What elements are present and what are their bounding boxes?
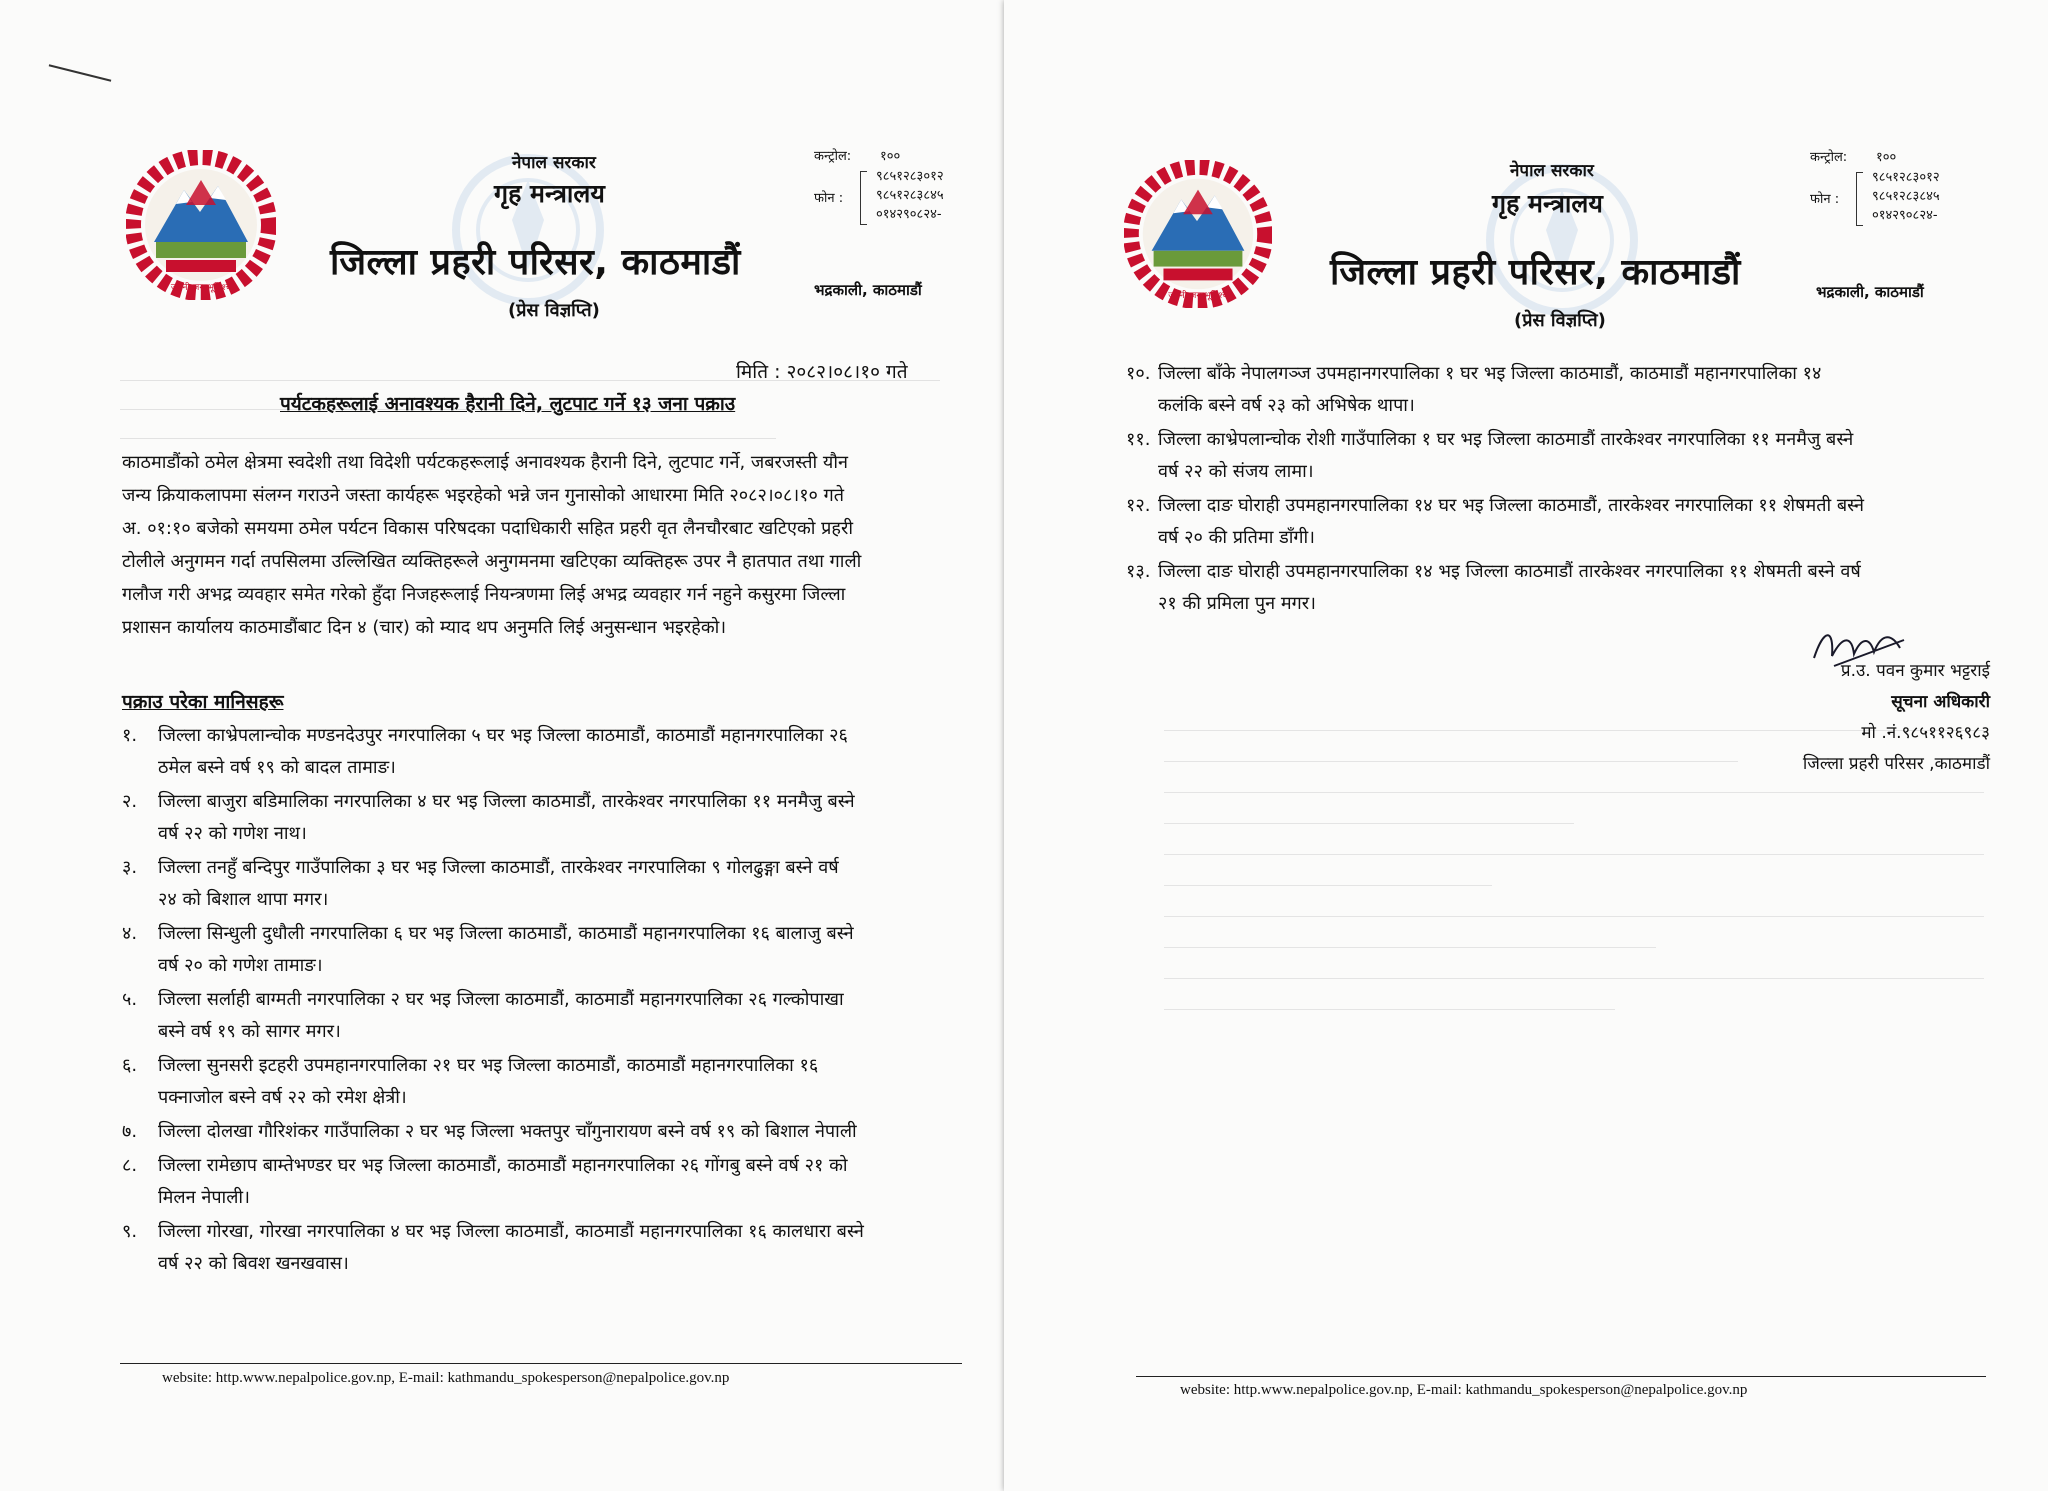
item-number: १३. xyxy=(1126,561,1151,582)
show-through-text xyxy=(1164,700,1984,1260)
item-line: जिल्ला काभ्रेपलान्चोक रोशी गाउँपालिका १ घर भइ जिल्ला काठमाडौं तारकेश्वर नगरपालिका ११ मनमैजु बस्ने xyxy=(1158,429,1854,450)
item-line: जिल्ला काभ्रेपलान्चोक मण्डनदेउपुर नगरपालिका ५ घर भइ जिल्ला काठमाडौं, काठमाडौं महानगरपालिका २६ xyxy=(158,725,848,746)
body-line: टोलीले अनुगमन गर्दा तपसिलमा उल्लिखित व्यक्तिहरूले अनुगमनमा खटिएका व्यक्तिहरू उपर नै हातपात तथा गाली xyxy=(122,551,862,572)
item-line: बस्ने वर्ष १९ को सागर मगर। xyxy=(158,1021,341,1042)
item-line: जिल्ला गोरखा, गोरखा नगरपालिका ४ घर भइ जिल्ला काठमाडौं, काठमाडौं महानगरपालिका १६ कालधारा बस्ने xyxy=(158,1221,864,1242)
list-item xyxy=(122,786,982,850)
item-number: १२. xyxy=(1126,495,1151,516)
nepal-emblem-icon xyxy=(126,150,276,300)
item-line: जिल्ला दाङ घोराही उपमहानगरपालिका १४ भइ जिल्ला काठमाडौं तारकेश्वर नगरपालिका ११ शेषमती बस्ने वर्ष xyxy=(1158,561,1861,582)
document-type: (प्रेस विज्ञप्ति) xyxy=(508,300,600,321)
nepal-emblem-icon xyxy=(1124,160,1272,308)
item-line: मिलन नेपाली। xyxy=(158,1187,250,1208)
ministry-name: गृह मन्त्रालय xyxy=(494,179,605,208)
item-number: ३. xyxy=(122,857,138,878)
signatory-office: जिल्ला प्रहरी परिसर ,काठमाडौं xyxy=(1802,754,1990,774)
item-number: २. xyxy=(122,791,138,812)
item-line: जिल्ला तनहुँ बन्दिपुर गाउँपालिका ३ घर भइ जिल्ला काठमाडौं, तारकेश्वर नगरपालिका ९ गोलढुङ्गा बस्ने वर्ष xyxy=(158,857,839,878)
list-item xyxy=(122,852,982,916)
phone-brace xyxy=(860,171,867,225)
item-number: १. xyxy=(122,725,138,746)
footer-contact: website: http.www.nepalpolice.gov.np, E-mail: kathmandu_spokesperson@nepalpolice.gov.np xyxy=(162,1370,730,1386)
phone-number: ९८५१२८३८४५ xyxy=(876,188,944,203)
item-number: ११. xyxy=(1126,429,1151,450)
list-item xyxy=(122,720,982,784)
office-name: जिल्ला प्रहरी परिसर, काठमाडौं xyxy=(330,242,741,283)
press-release-page-1 xyxy=(0,0,1004,1491)
ministry-name: गृह मन्त्रालय xyxy=(1492,189,1603,218)
footer-contact: website: http.www.nepalpolice.gov.np, E-mail: kathmandu_spokesperson@nepalpolice.gov.np xyxy=(1180,1382,1748,1398)
body-line: जन्य क्रियाकलापमा संलग्न गराउने जस्ता कार्यहरू भइरहेको भन्ने जन गुनासोको आधारमा मिति २०८२।०८।१० गते xyxy=(122,485,845,506)
phone-number: ९८५१२८३०१२ xyxy=(1872,170,1940,185)
phone-number: ०१४२९०८२४- xyxy=(1872,208,1938,223)
control-label: कन्ट्रोल: xyxy=(814,149,852,164)
list-item xyxy=(1126,358,2026,422)
contact-block xyxy=(814,147,994,227)
phone-brace xyxy=(1856,172,1863,226)
control-label: कन्ट्रोल: xyxy=(1810,150,1848,165)
government-name: नेपाल सरकार xyxy=(1510,161,1594,181)
list-item xyxy=(122,918,982,982)
item-line: ठमेल बस्ने वर्ष १९ को बादल तामाङ। xyxy=(158,757,396,778)
list-item xyxy=(122,984,982,1048)
control-number: १०० xyxy=(880,149,901,164)
item-line: २४ को बिशाल थापा मगर। xyxy=(158,889,329,910)
body-line: प्रशासन कार्यालय काठमाडौंबाट दिन ४ (चार) को म्याद थप अनुमति लिई अनुसन्धान भइरहेको। xyxy=(122,617,727,638)
release-headline: पर्यटकहरूलाई अनावश्यक हैरानी दिने, लुटपाट गर्ने १३ जना पक्राउ xyxy=(280,393,736,415)
phone-number: ९८५१२८३०१२ xyxy=(876,169,944,184)
release-date: मिति : २०८२।०८।१० गते xyxy=(736,361,908,383)
item-number: ५. xyxy=(122,989,138,1010)
footer-divider xyxy=(1136,1376,1986,1377)
item-line: जिल्ला सर्लाही बाग्मती नगरपालिका २ घर भइ जिल्ला काठमाडौं, काठमाडौं महानगरपालिका २६ गल्कोपाखा xyxy=(158,989,844,1010)
phone-label: फोन : xyxy=(814,191,844,206)
item-number: ८. xyxy=(122,1155,138,1176)
item-number: ४. xyxy=(122,923,138,944)
item-line: कलंकि बस्ने वर्ष २३ को अभिषेक थापा। xyxy=(1158,395,1415,416)
item-number: ७. xyxy=(122,1121,138,1142)
list-item xyxy=(1126,424,2026,488)
item-line: वर्ष २० की प्रतिमा डाँगी। xyxy=(1158,527,1316,548)
phone-label: फोन : xyxy=(1810,192,1840,207)
arrested-list-continued xyxy=(1126,358,2026,622)
signatory-name: प्र.उ. पवन कुमार भट्टराई xyxy=(1840,661,1990,681)
body-line: गलौज गरी अभद्र व्यवहार समेत गरेको हुँदा निजहरूलाई नियन्त्रणमा लिई अभद्र व्यवहार गर्न नहुने कसुरमा जिल्ला xyxy=(122,584,846,605)
svg-text:जननी जन्मभूमिश्च: जननी जन्मभूमिश्च xyxy=(1168,291,1228,302)
item-number: ६. xyxy=(122,1055,138,1076)
body-line: काठमाडौंको ठमेल क्षेत्रमा स्वदेशी तथा विदेशी पर्यटकहरूलाई अनावश्यक हैरानी दिने, लुटपाट गर्ने, जबरजस्ती यौन xyxy=(122,452,848,473)
footer-divider xyxy=(120,1363,962,1364)
control-number: १०० xyxy=(1876,150,1897,165)
item-line: वर्ष २२ को गणेश नाथ। xyxy=(158,823,307,844)
item-line: जिल्ला सिन्धुली दुधौली नगरपालिका ६ घर भइ जिल्ला काठमाडौं, काठमाडौं महानगरपालिका १६ बालाजु बस्ने xyxy=(158,923,854,944)
document-type: (प्रेस विज्ञप्ति) xyxy=(1514,310,1606,331)
office-address: भद्रकाली, काठमाडौं xyxy=(1816,283,1924,301)
item-line: जिल्ला बाँके नेपालगञ्ज उपमहानगरपालिका १ घर भइ जिल्ला काठमाडौं, काठमाडौं महानगरपालिका १४ xyxy=(1158,363,1822,384)
signatory-mobile: मो .नं.९८५११२६९८३ xyxy=(1861,723,1990,743)
office-address: भद्रकाली, काठमाडौं xyxy=(814,281,922,299)
contact-block xyxy=(1810,148,2000,228)
body-line: अ. ०१:१० बजेको समयमा ठमेल पर्यटन विकास परिषदका पदाधिकारी सहित प्रहरी वृत लैनचौरबाट खटिएको प्रहरी xyxy=(122,518,853,539)
item-line: जिल्ला दाङ घोराही उपमहानगरपालिका १४ घर भइ जिल्ला काठमाडौं, तारकेश्वर नगरपालिका ११ शेषमती बस्ने xyxy=(1158,495,1865,516)
svg-text:जननी जन्मभूमिश्च: जननी जन्मभूमिश्च xyxy=(170,283,232,293)
phone-number: ९८५१२८३८४५ xyxy=(1872,189,1940,204)
signature-block xyxy=(1803,656,1990,780)
item-line: २१ की प्रमिला पुन मगर। xyxy=(1158,593,1316,614)
phone-number: ०१४२९०८२४- xyxy=(876,207,942,222)
item-number: ९. xyxy=(122,1221,138,1242)
press-release-page-2 xyxy=(1004,0,2048,1491)
list-item xyxy=(1126,490,2026,554)
pen-mark xyxy=(49,64,112,81)
item-line: वर्ष २२ को संजय लामा। xyxy=(1158,461,1314,482)
arrested-list xyxy=(122,720,982,1282)
list-item xyxy=(122,1050,982,1114)
item-number: १०. xyxy=(1126,363,1151,384)
item-line: वर्ष २२ को बिवश खनखवास। xyxy=(158,1253,349,1274)
list-item xyxy=(1126,556,2026,620)
item-line: जिल्ला दोलखा गौरिशंकर गाउँपालिका २ घर भइ जिल्ला भक्तपुर चाँगुनारायण बस्ने वर्ष १९ को बिशाल नेपाली xyxy=(158,1121,857,1142)
release-body xyxy=(122,446,861,644)
signatory-title: सूचना अधिकारी xyxy=(1891,692,1990,712)
list-item xyxy=(122,1116,982,1148)
list-item xyxy=(122,1150,982,1214)
item-line: जिल्ला रामेछाप बाम्तेभण्डर घर भइ जिल्ला काठमाडौं, काठमाडौं महानगरपालिका २६ गोंगबु बस्ने वर्ष २१ को xyxy=(158,1155,848,1176)
government-name: नेपाल सरकार xyxy=(512,153,596,173)
list-item xyxy=(122,1216,982,1280)
item-line: पक्नाजोल बस्ने वर्ष २२ को रमेश क्षेत्री। xyxy=(158,1087,407,1108)
office-name: जिल्ला प्रहरी परिसर, काठमाडौं xyxy=(1330,252,1741,293)
arrested-heading: पक्राउ परेका मानिसहरू xyxy=(122,691,284,713)
item-line: वर्ष २० को गणेश तामाङ। xyxy=(158,955,323,976)
item-line: जिल्ला सुनसरी इटहरी उपमहानगरपालिका २१ घर भइ जिल्ला काठमाडौं, काठमाडौं महानगरपालिका १६ xyxy=(158,1055,819,1076)
item-line: जिल्ला बाजुरा बडिमालिका नगरपालिका ४ घर भइ जिल्ला काठमाडौं, तारकेश्वर नगरपालिका ११ मनमैजु बस्ने xyxy=(158,791,855,812)
